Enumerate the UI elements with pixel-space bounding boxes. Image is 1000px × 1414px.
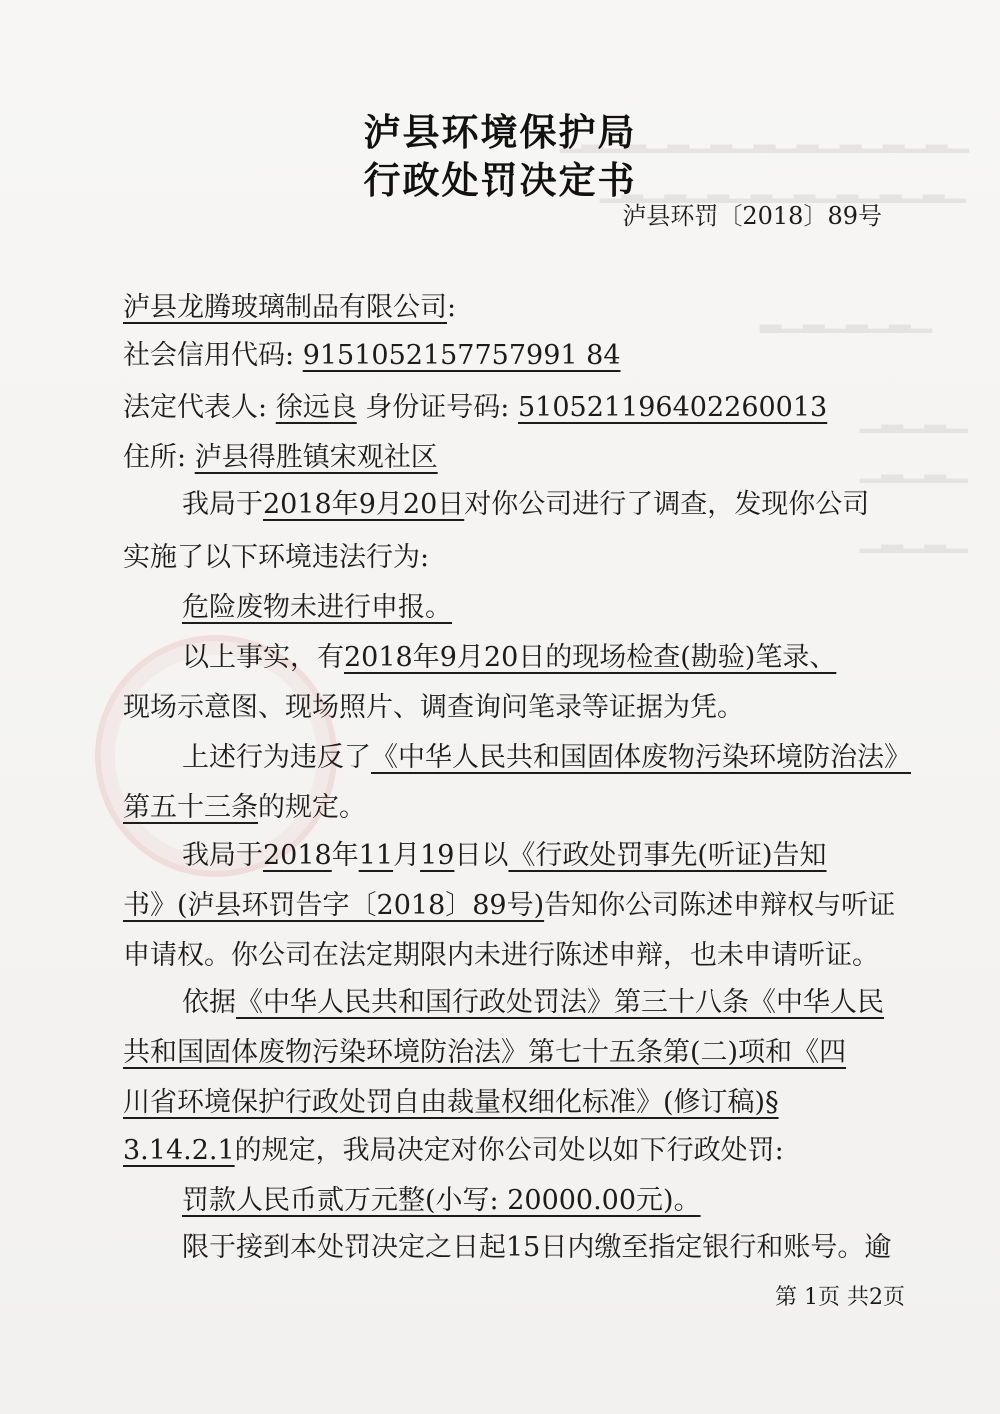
text-segment: 以上事实，有 [182,642,344,673]
text-segment: 依据 [182,987,236,1018]
article-segment: 第五十三条 [123,792,258,823]
paragraph-4-line-3: 申请权。你公司在法定期限内未进行陈述申辩，也未申请听证。 [123,940,879,971]
bleed-through-texture: ▁▂▁▂▁▂▁▂ [760,300,933,333]
paragraph-1-line-2: 实施了以下环境违法行为: [123,542,430,573]
law-name-segment: 《中华人民共和国固体废物污染环境防治法》 [371,742,911,773]
representative-line [123,390,827,426]
law-basis-segment: 共和国固体废物污染环境防治法》第七十五条第(二)项和《四 [123,1037,847,1068]
paragraph-5-line-1 [182,985,884,1021]
text-segment: 月 [393,840,421,871]
month-segment: 11 [358,840,394,871]
credit-code-line [123,338,621,374]
text-segment: 我局于 [182,489,263,520]
text-segment: 的规定，我局决定对你公司处以如下行政处罚: [234,1135,784,1166]
credit-code-value: 9151052157757991 84 [302,340,621,371]
paragraph-2-line-1 [182,640,836,676]
paragraph-4-line-2 [123,888,895,924]
evidence-segment: 2018年9月20日的现场检查(勘验)笔录、 [344,642,837,673]
law-basis-segment: 川省环境保护行政处罚自由裁量权细化标准》(修订稿)§ [123,1087,779,1118]
date-segment: 2018年9月20日 [263,489,465,520]
paragraph-5-line-4 [123,1133,784,1169]
party-name: 泸县龙腾玻璃制品有限公司 [123,292,447,323]
paragraph-3-line-2 [123,790,366,826]
text-segment: 对你公司进行了调查，发现你公司 [464,489,870,520]
rep-label: 法定代表人: [123,392,268,423]
paragraph-1-line-1 [182,487,869,523]
party-name-line [123,290,456,326]
paragraph-3-line-1 [182,740,911,776]
violation-text: 危险废物未进行申报。 [182,592,452,623]
paragraph-6-line-1: 限于接到本处罚决定之日起15日内缴至指定银行和账号。逾 [182,1232,892,1263]
party-name-suffix: : [447,292,457,323]
notice-title-segment: 《行政处罚事先(听证)告知 [508,840,827,871]
day-segment: 19 [420,840,455,871]
year-segment: 2018 [263,840,332,871]
law-basis-segment: 《中华人民共和国行政处罚法》第三十八条《中华人民 [236,987,884,1018]
paragraph-2-line-2: 现场示意图、现场照片、调查询问笔录等证据为凭。 [123,692,744,723]
paragraph-5-line-2 [123,1035,846,1071]
address-label: 住所: [123,442,187,473]
doc-title-line2: 行政处罚决定书 [363,158,637,202]
credit-code-label: 社会信用代码: [123,340,295,371]
bleed-through-texture: ▁▂▁▂▁ [860,520,968,553]
text-segment: 上述行为违反了 [182,742,371,773]
text-segment: 年 [331,840,359,871]
section-number-segment: 3.14.2.1 [123,1135,235,1166]
id-label: 身份证号码: [365,392,510,423]
paragraph-5-line-3 [123,1085,779,1121]
doc-number: 泸县环罚〔2018〕89号 [622,202,882,230]
rep-name: 徐远良 [275,392,357,423]
violation-line [182,590,452,626]
bleed-through-texture: ▁▂▁▂▁▂▁▂▁▂▁▂▁▂▁▂▁▂▁ [560,120,970,153]
doc-title-line1: 泸县环境保护局 [363,110,637,154]
paragraph-4-line-1 [182,838,827,874]
penalty-line [182,1183,701,1219]
text-segment: 的规定。 [258,792,366,823]
notice-title-segment: 书》(泸县环罚告字〔2018〕89号) [123,890,545,921]
text-segment: 告知你公司陈述申辩权与听证 [544,890,896,921]
address-line [123,440,438,476]
bleed-through-texture: ▁▂▁▂▁ [860,400,968,433]
id-number: 510521196402260013 [518,392,828,423]
bleed-through-texture: ▁▂▁▂▁▂▁▂▁▂▁▂▁▂▁▂▁ [600,170,967,203]
penalty-text: 罚款人民币贰万元整(小写: 20000.00元)。 [182,1185,701,1216]
text-segment: 我局于 [182,840,263,871]
address-value: 泸县得胜镇宋观社区 [194,442,438,473]
page-number: 第 1页 共2页 [775,1285,905,1310]
text-segment: 日以 [454,840,509,871]
bleed-through-texture: ▁▂▁▂▁ [860,450,968,483]
